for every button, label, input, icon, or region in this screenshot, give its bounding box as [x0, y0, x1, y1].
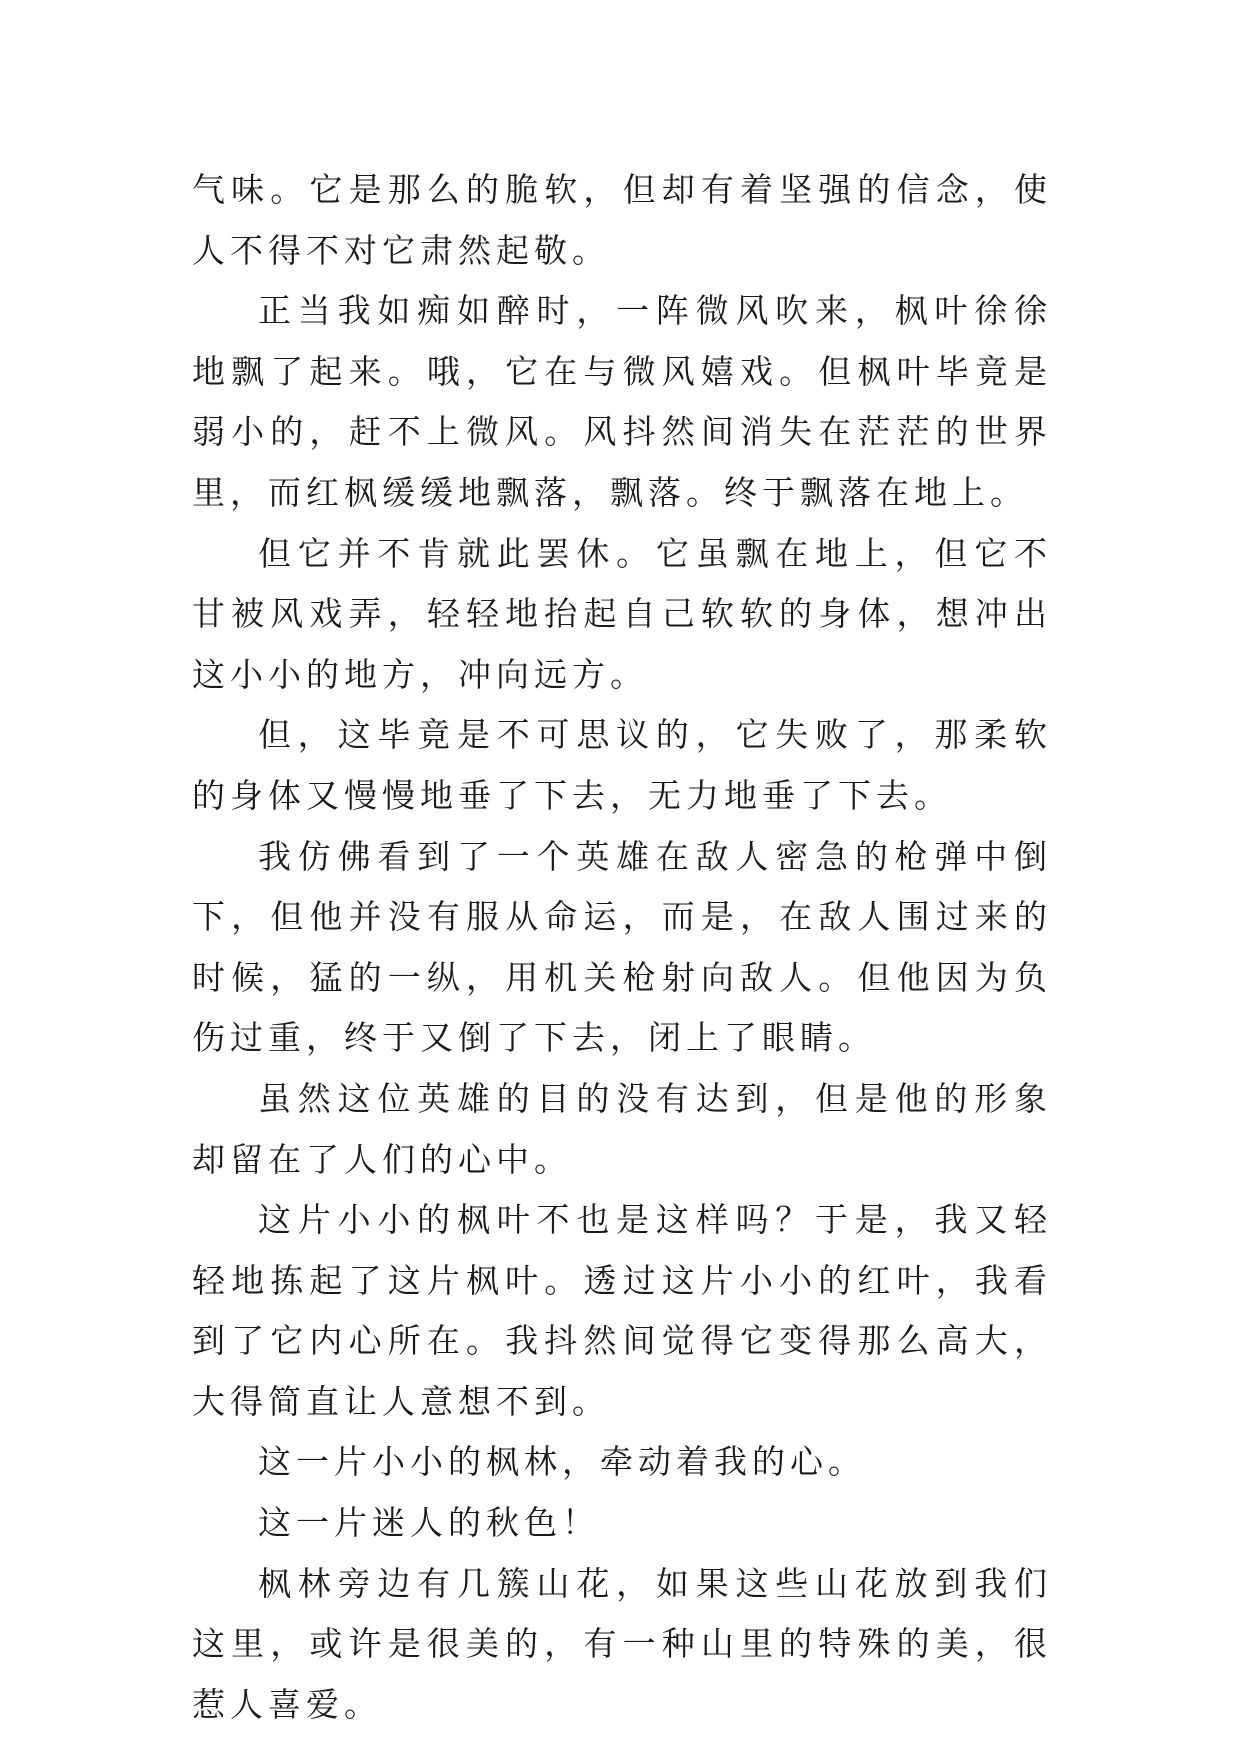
paragraph-1: 气味。它是那么的脆软，但却有着坚强的信念，使人不得不对它肃然起敬。 — [192, 170, 1052, 270]
paragraph-5: 我仿佛看到了一个英雄在敌人密急的枪弹中倒下，但他并没有服从命运，而是，在敌人围过来的时候，猛的一纵，用机关枪射向敌人。但他因为负伤过重，终于又倒了下去，闭上了眼睛。 — [192, 836, 1052, 1058]
paragraph-10: 枫林旁边有几簇山花，如果这些山花放到我们这里，或许是很美的，有一种山里的特殊的美，很惹人喜爱。 — [192, 1563, 1052, 1724]
paragraph-7: 这片小小的枫叶不也是这样吗？于是，我又轻轻地拣起了这片枫叶。透过这片小小的红叶，我看到了它内心所在。我抖然间觉得它变得那么高大，大得简直让人意想不到。 — [192, 1200, 1052, 1421]
paragraph-2: 正当我如痴如醉时，一阵微风吹来，枫叶徐徐地飘了起来。哦，它在与微风嬉戏。但枫叶毕竟是弱小的，赶不上微风。风抖然间消失在茫茫的世界里，而红枫缓缓地飘落，飘落。终于飘落在地上。 — [192, 291, 1052, 512]
paragraph-8: 这一片小小的枫林，牵动着我的心。 — [258, 1442, 866, 1482]
paragraph-4: 但，这毕竟是不可思议的，它失败了，那柔软的身体又慢慢地垂了下去，无力地垂了下去。 — [192, 715, 1052, 815]
document-body — [192, 160, 1052, 1735]
paragraph-9: 这一片迷人的秋色！ — [258, 1503, 600, 1543]
paragraph-6: 虽然这位英雄的目的没有达到，但是他的形象却留在了人们的心中。 — [192, 1078, 1052, 1179]
paragraph-3: 但它并不肯就此罢休。它虽飘在地上，但它不甘被风戏弄，轻轻地抬起自己软软的身体，想冲出这小小的地方，冲向远方。 — [192, 533, 1052, 694]
